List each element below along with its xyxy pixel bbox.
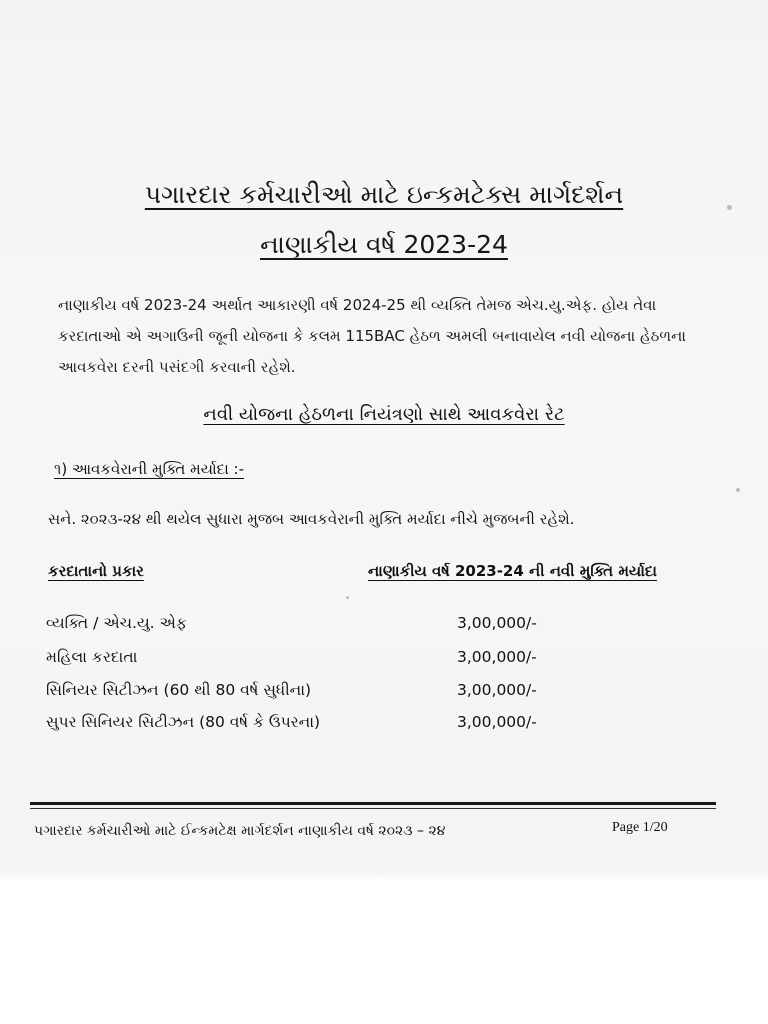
table-row [0, 648, 768, 678]
footer-text: પગારદાર કર્મચારીઓ માટે ઈન્કમટેક્ષ માર્ગદર્શન નાણાકીય વર્ષ ૨૦૨૩ – ૨૪ [34, 823, 446, 839]
intro-paragraph: નાણાકીય વર્ષ 2023-24 અર્થાત આકારણી વર્ષ 2024-25 થી વ્યક્તિ તેમજ એચ.યુ.એફ. હોય તેવા કરદાતાઓ એ અગાઉની જૂની યોજના કે કલમ 115BAC હેઠળ અમલી બનાવાયેલ નવી યોજના હેઠળના આવકવેરા દરની પસંદગી કરવાની રહેશે. [58, 296, 686, 376]
row-value: 3,00,000/- [457, 713, 537, 731]
document-title: પગારદાર કર્મચારીઓ માટે ઇન્કમટેક્સ માર્ગદર્શન [144, 180, 624, 209]
footer-rule-thin [30, 808, 716, 809]
row-label: સિનિયર સિટીઝન (60 થી 80 વર્ષ સુધીના) [46, 681, 312, 699]
row-value: 3,00,000/- [457, 681, 537, 699]
table-row [0, 713, 768, 743]
row-label: મહિલા કરદાતા [46, 648, 138, 666]
section-subheading: નવી યોજના હેઠળના નિયંત્રણો સાથે આવકવેરા રેટ [203, 404, 565, 425]
document-subtitle-year: નાણાકીય વર્ષ 2023-24 [260, 230, 508, 259]
footer-rule [30, 802, 716, 805]
scan-speck [727, 205, 732, 210]
page-number: Page 1/20 [612, 820, 668, 835]
row-label: વ્યક્તિ / એચ.યુ. એફ [46, 614, 187, 632]
table-row [0, 614, 768, 644]
table-header-taxpayer-type: કરદાતાનો પ્રકાર [48, 562, 144, 580]
table-row [0, 681, 768, 711]
page-margin [0, 880, 768, 1024]
row-value: 3,00,000/- [457, 614, 537, 632]
scan-speck [346, 596, 349, 599]
table-header-new-limit: નાણાકીય વર્ષ 2023-24 ની નવી મુક્તિ મર્યાદા [368, 562, 657, 580]
scan-speck [736, 488, 740, 492]
exemption-note: સને. ૨૦૨૩-૨૪ થી થયેલ સુધારા મુજબ આવકવેરાની મુક્તિ મર્યાદા નીચે મુજબની રહેશે. [48, 510, 575, 528]
row-value: 3,00,000/- [457, 648, 537, 666]
row-label: સુપર સિનિયર સિટીઝન (80 વર્ષ કે ઉપરના) [46, 713, 321, 731]
exemption-limit-heading: ૧) આવકવેરાની મુક્તિ મર્યાદા :- [54, 460, 244, 478]
